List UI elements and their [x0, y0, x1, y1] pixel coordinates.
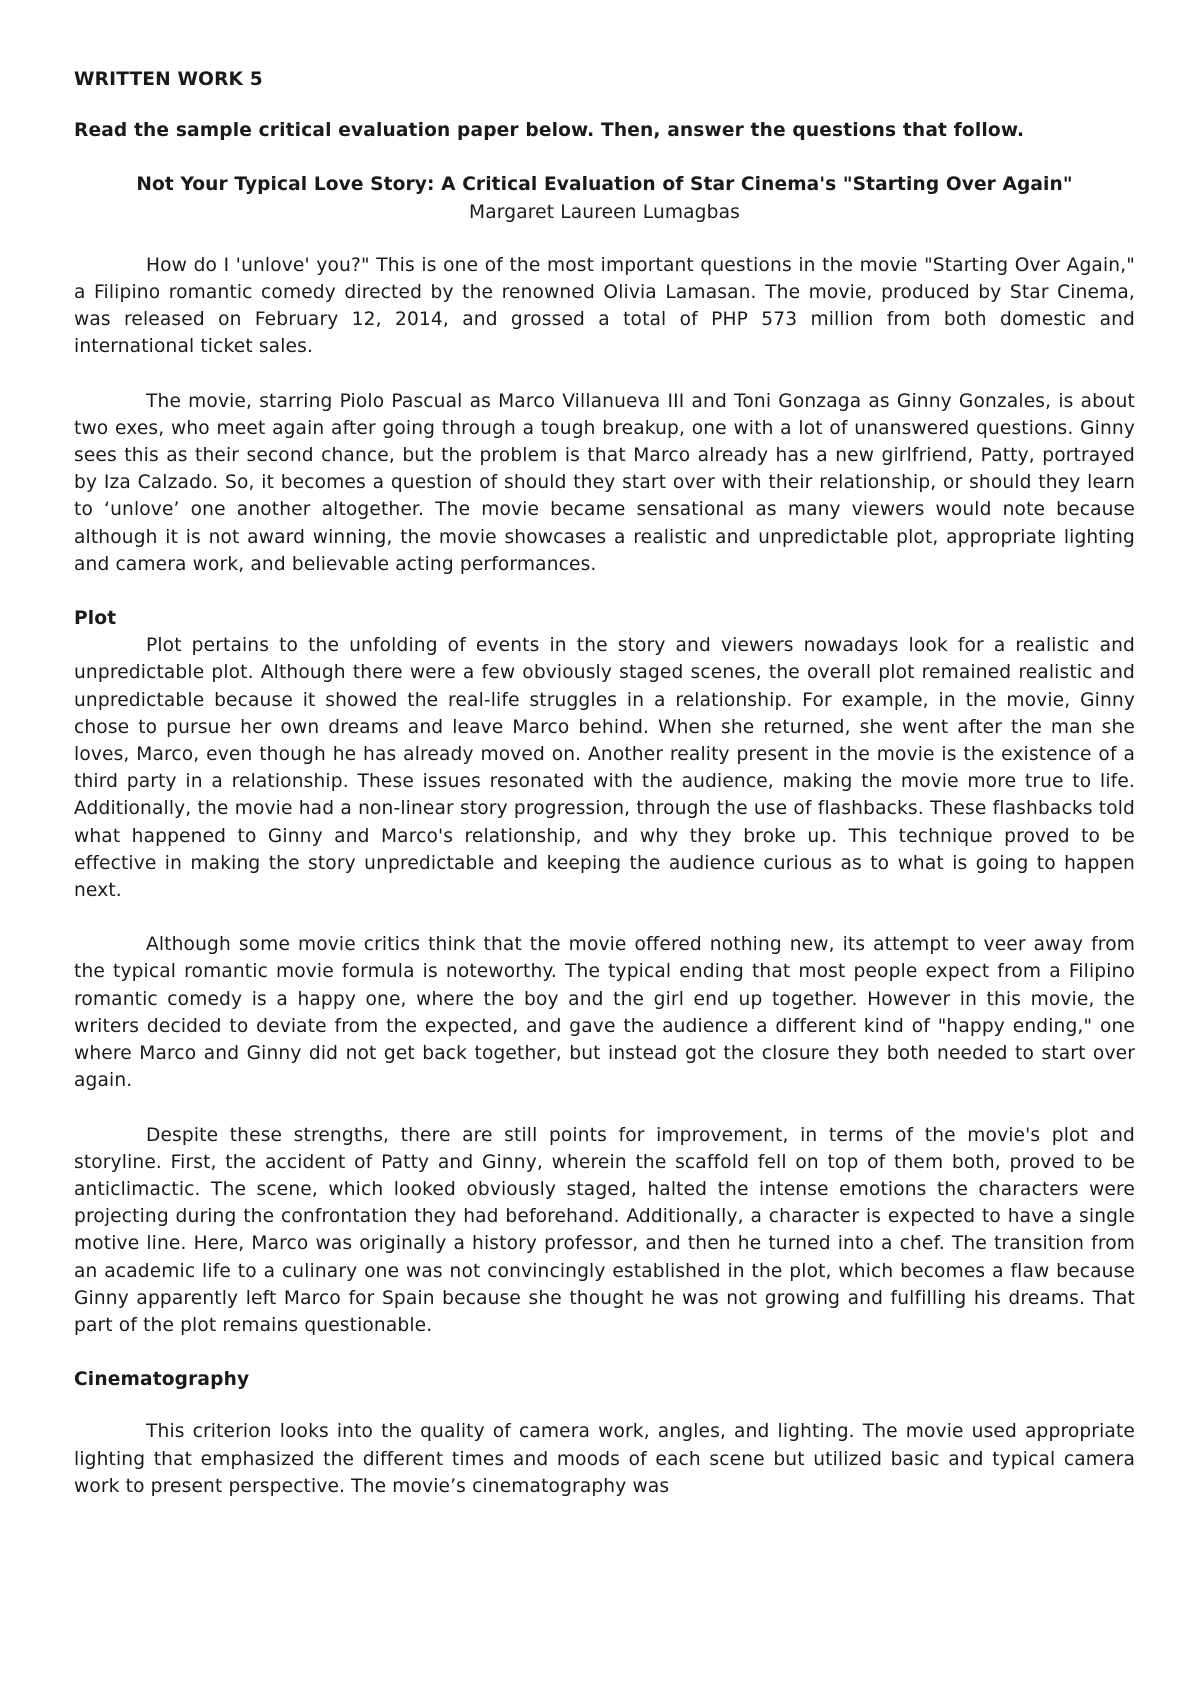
cinematography-paragraph-1: This criterion looks into the quality of camera work, angles, and lighting. The movie used appropriate lighting that emphasized the different times and moods of each scene but utilized basic and typical camera work to present perspective. The movie’s cinematography was: [74, 1421, 1135, 1497]
document-page: [74, 66, 1135, 1500]
instruction-text: Read the sample critical evaluation paper below. Then, answer the questions that follow.: [74, 120, 1025, 142]
intro-paragraph-2: The movie, starring Piolo Pascual as Marco Villanueva III and Toni Gonzaga as Ginny Gonzales, is about two exes, who meet again after going through a tough breakup, one with a lot of unanswered questions. Ginny sees this as their second chance, but the problem is that Marco already has a new girlfriend, Patty, portrayed by Iza Calzado. So, it becomes a question of should they start over with their relationship, or should they learn to ‘unlove’ one another altogether. The movie became sensational as many viewers would note because although it is not award winning, the movie showcases a realistic and unpredictable plot, appropriate lighting and camera work, and believable acting performances.: [74, 390, 1135, 575]
intro-paragraph-1: How do I 'unlove' you?" This is one of the most important questions in the movie "Starting Over Again," a Filipino romantic comedy directed by the renowned Olivia Lamasan. The movie, produced by Star Cinema, was released on February 12, 2014, and grossed a total of PHP 573 million from both domestic and international ticket sales.: [74, 254, 1135, 358]
plot-paragraph-2: Although some movie critics think that the movie offered nothing new, its attempt to veer away from the typical romantic movie formula is noteworthy. The typical ending that most people expect from a Filipino romantic comedy is a happy one, where the boy and the girl end up together. However in this movie, the writers decided to deviate from the expected, and gave the audience a different kind of "happy ending," one where Marco and Ginny did not get back together, but instead got the closure they both needed to start over again.: [74, 934, 1135, 1092]
paper-author: Margaret Laureen Lumagbas: [469, 201, 740, 223]
plot-paragraph-1: Plot pertains to the unfolding of events in the story and viewers nowadays look for a realistic and unpredictable plot. Although there were a few obviously staged scenes, the overall plot remained realistic and unpredictable because it showed the real-life struggles in a relationship. For example, in the movie, Ginny chose to pursue her own dreams and leave Marco behind. When she returned, she went after the man she loves, Marco, even though he has already moved on. Another reality present in the movie is the existence of a third party in a relationship. These issues resonated with the audience, making the movie more true to life. Additionally, the movie had a non-linear story progression, through the use of flashbacks. These flashbacks told what happened to Ginny and Marco's relationship, and why they broke up. This technique proved to be effective in making the story unpredictable and keeping the audience curious as to what is going to happen next.: [74, 635, 1135, 902]
plot-paragraph-3: Despite these strengths, there are still points for improvement, in terms of the movie's plot and storyline. First, the accident of Patty and Ginny, wherein the scaffold fell on top of them both, proved to be anticlimactic. The scene, which looked obviously staged, halted the intense emotions the characters were projecting during the confrontation they had beforehand. Additionally, a character is expected to have a single motive line. Here, Marco was originally a history professor, and then he turned into a chef. The transition from an academic life to a culinary one was not convincingly established in the plot, which becomes a flaw because Ginny apparently left Marco for Spain because she thought he was not growing and fulfilling his dreams. That part of the plot remains questionable.: [74, 1124, 1135, 1336]
section-heading-plot: Plot: [74, 608, 117, 630]
section-heading-cinematography: Cinematography: [74, 1369, 250, 1391]
assignment-header: WRITTEN WORK 5: [74, 69, 263, 90]
paper-title: Not Your Typical Love Story: A Critical Evaluation of Star Cinema's "Starting Over Again": [136, 174, 1073, 196]
